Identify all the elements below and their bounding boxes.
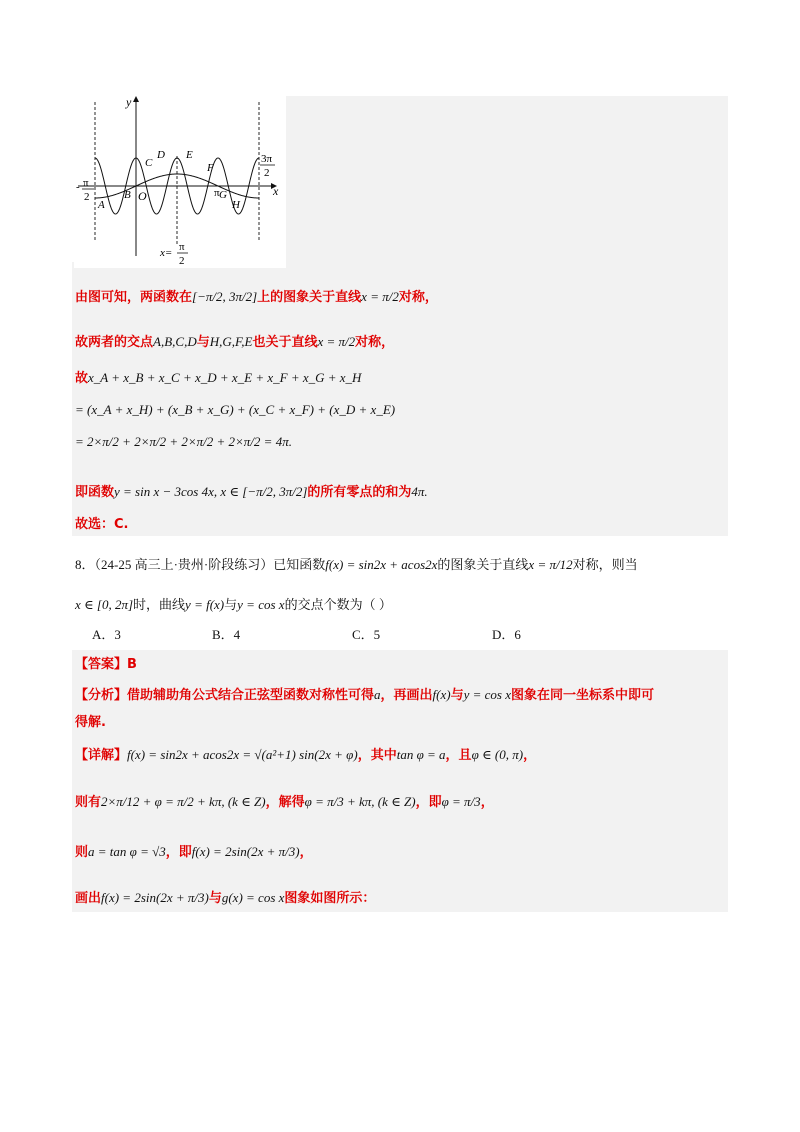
point-label-b: B <box>124 189 131 201</box>
left-tick-sign: - <box>76 181 80 193</box>
solution-line-2: 故两者的交点A,B,C,D与H,G,F,E也关于直线x = π/2对称， <box>75 334 395 350</box>
analysis-line-2: 得解. <box>75 715 106 730</box>
line-label-den: 2 <box>179 255 185 267</box>
pi-label: π <box>214 187 220 199</box>
q8-option-a[interactable]: A．3 <box>92 627 121 642</box>
q8-option-b[interactable]: B．4 <box>212 627 241 642</box>
q8-stem-line-2: x ∈ [0, 2π]时，曲线y = f(x)与y = cos x的交点个数为（ ） <box>75 597 392 612</box>
detail-line-1: 【详解】f(x) = sin2x + acos2x = √(a²+1) sin(2x + φ)，其中tan φ = a，且φ ∈ (0, π)， <box>75 747 537 763</box>
solution-line-1: 由图可知，两函数在[−π/2, 3π/2]上的图象关于直线x = π/2对称， <box>75 289 438 305</box>
point-label-g: G <box>219 189 227 201</box>
solution-line-3: 故x_A + x_B + x_C + x_D + x_E + x_F + x_G + x_H <box>75 370 362 386</box>
right-tick-den: 2 <box>264 167 270 179</box>
x-axis-label: x <box>273 184 279 198</box>
q8-stem-line-1: 8．（24-25 高三上·贵州·阶段练习）已知函数f(x) = sin2x + acos2x的图象关于直线x = π/12对称，则当 <box>75 557 638 572</box>
point-label-h: H <box>232 199 240 211</box>
solution-line-6: 即函数y = sin x − 3cos 4x, x ∈ [−π/2, 3π/2]的所有零点的和为4π. <box>75 484 428 500</box>
detail-line-4: 画出f(x) = 2sin(2x + π/3)与g(x) = cos x图象如图所示： <box>75 890 376 906</box>
left-tick-num: π <box>83 177 89 189</box>
line-label-lhs: x= <box>160 247 173 259</box>
point-label-e: E <box>186 149 193 161</box>
point-label-f: F <box>207 162 214 174</box>
right-tick-num: 3π <box>261 153 273 165</box>
solution-line-5: = 2×π/2 + 2×π/2 + 2×π/2 + 2×π/2 = 4π. <box>75 434 292 449</box>
interval-formula: [−π/2, 3π/2] <box>192 289 258 304</box>
intersection-graph <box>74 96 286 268</box>
answer-line: 【答案】B <box>75 657 137 672</box>
detail-line-2: 则有2×π/12 + φ = π/2 + kπ, (k ∈ Z)，解得φ = π/3 + kπ, (k ∈ Z)，即φ = π/3， <box>75 794 494 810</box>
point-label-c: C <box>145 157 153 169</box>
detail-line-3: 则a = tan φ = √3，即f(x) = 2sin(2x + π/3)， <box>75 844 313 860</box>
q8-option-c[interactable]: C．5 <box>352 627 381 642</box>
symmetry-line: x = π/2 <box>361 289 399 304</box>
left-tick-den: 2 <box>84 191 90 203</box>
solution-highlight-top <box>284 96 728 264</box>
point-label-d: D <box>157 149 165 161</box>
solution-line-7: 故选：C. <box>75 517 129 532</box>
analysis-line-1: 【分析】借助辅助角公式结合正弦型函数对称性可得a，再画出f(x)与y = cos x图象在同一坐标系中即可 <box>75 687 655 703</box>
origin-label: O <box>138 189 147 203</box>
line-label-num: π <box>179 241 185 253</box>
solution-line-4: = (x_A + x_H) + (x_B + x_G) + (x_C + x_F) + (x_D + x_E) <box>75 402 396 417</box>
q8-option-d[interactable]: D．6 <box>492 627 521 642</box>
y-axis-label: y <box>126 96 132 109</box>
point-label-a: A <box>98 199 105 211</box>
